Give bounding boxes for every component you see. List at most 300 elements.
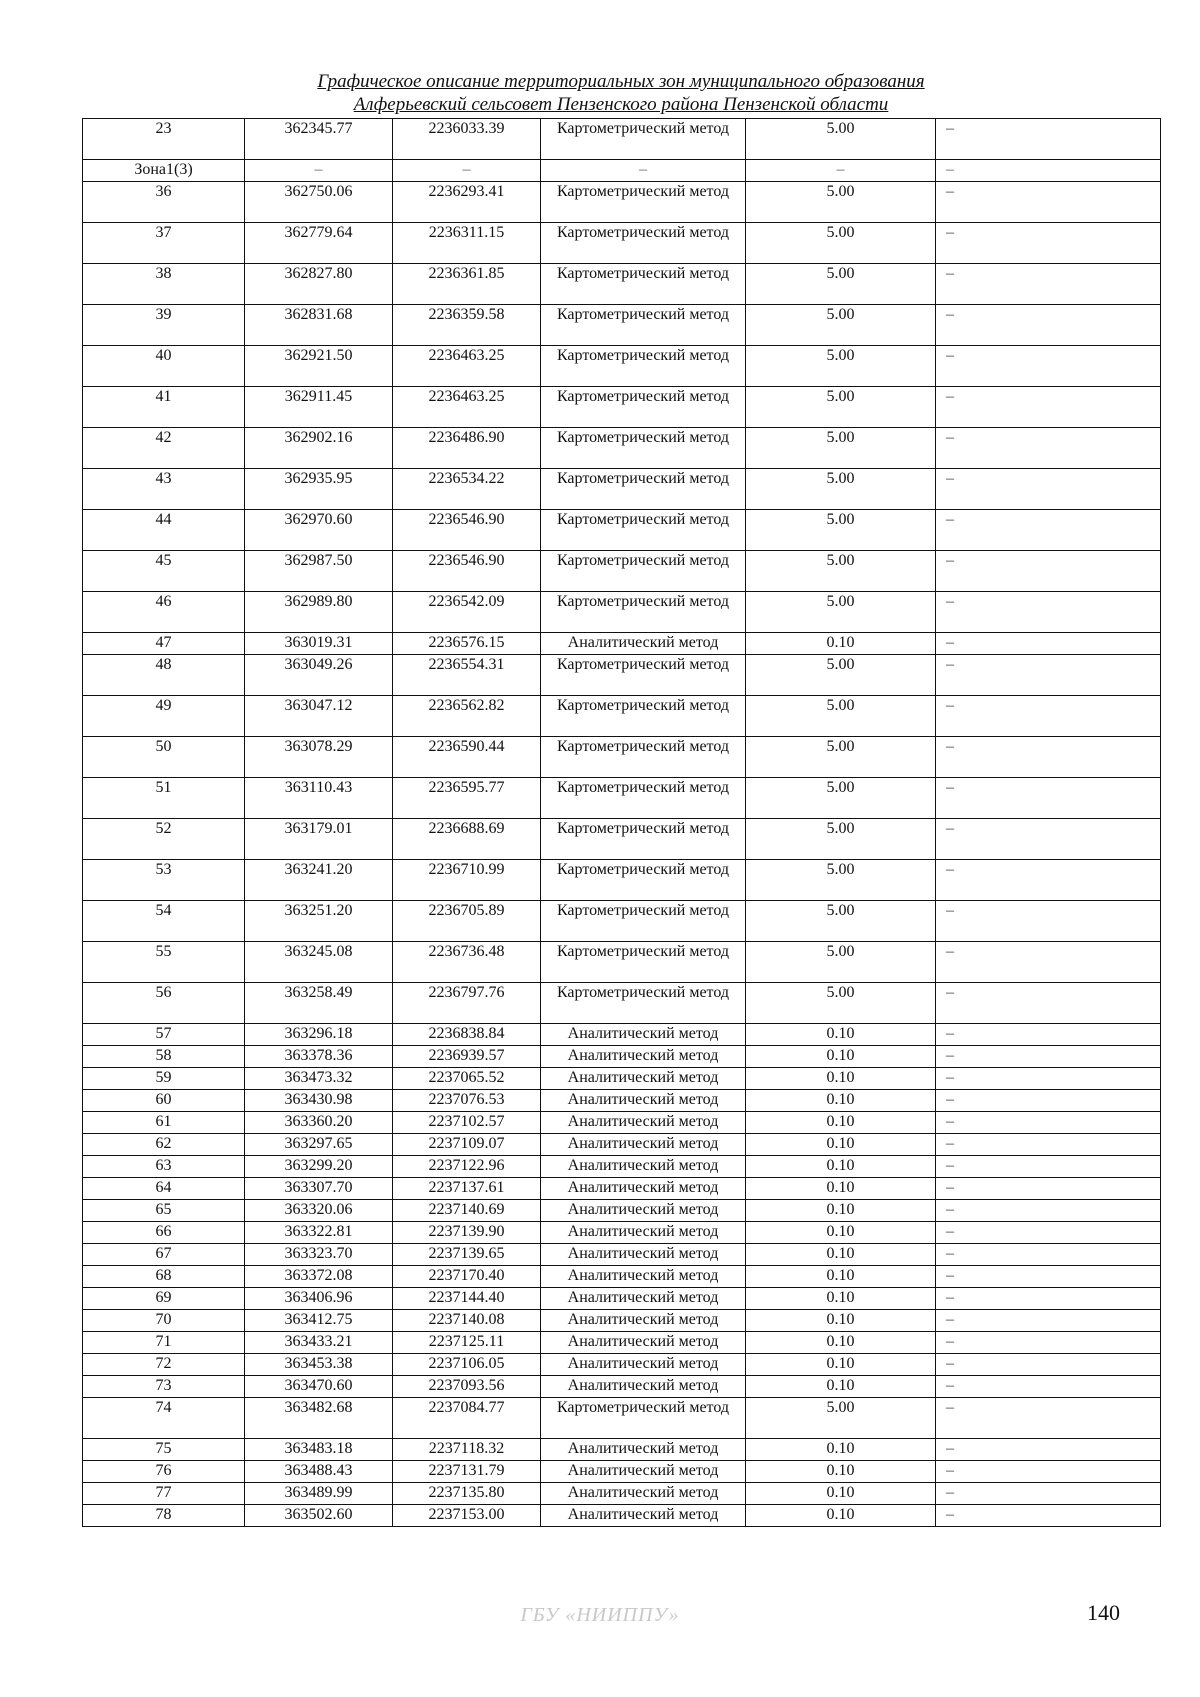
accuracy-cell: 0.10 xyxy=(746,1222,936,1244)
table-row xyxy=(83,696,1161,737)
note-cell: – xyxy=(936,346,1161,387)
table-row xyxy=(83,1024,1161,1046)
note-cell: – xyxy=(936,1376,1161,1398)
accuracy-cell: 5.00 xyxy=(746,428,936,469)
x-coordinate-cell: 363297.65 xyxy=(245,1134,393,1156)
accuracy-cell: 5.00 xyxy=(746,223,936,264)
note-cell: – xyxy=(936,1134,1161,1156)
y-coordinate-cell: 2236705.89 xyxy=(393,901,541,942)
accuracy-cell: 5.00 xyxy=(746,264,936,305)
y-coordinate-cell: 2236534.22 xyxy=(393,469,541,510)
table-row xyxy=(83,1178,1161,1200)
table-row xyxy=(83,1376,1161,1398)
method-cell: Картометрический метод xyxy=(541,182,746,223)
method-cell: Картометрический метод xyxy=(541,778,746,819)
table-row xyxy=(83,1046,1161,1068)
point-number-cell: 41 xyxy=(83,387,245,428)
y-coordinate-cell: 2236546.90 xyxy=(393,551,541,592)
table-row xyxy=(83,1332,1161,1354)
note-cell: – xyxy=(936,983,1161,1024)
point-number-cell: 71 xyxy=(83,1332,245,1354)
note-cell: – xyxy=(936,1200,1161,1222)
note-cell: – xyxy=(936,737,1161,778)
zone-dash-cell: – xyxy=(746,160,936,182)
x-coordinate-cell: 363453.38 xyxy=(245,1354,393,1376)
note-cell: – xyxy=(936,1310,1161,1332)
x-coordinate-cell: 363296.18 xyxy=(245,1024,393,1046)
method-cell: Картометрический метод xyxy=(541,387,746,428)
accuracy-cell: 0.10 xyxy=(746,1046,936,1068)
point-number-cell: 46 xyxy=(83,592,245,633)
point-number-cell: 69 xyxy=(83,1288,245,1310)
x-coordinate-cell: 363378.36 xyxy=(245,1046,393,1068)
y-coordinate-cell: 2237065.52 xyxy=(393,1068,541,1090)
x-coordinate-cell: 363433.21 xyxy=(245,1332,393,1354)
point-number-cell: 55 xyxy=(83,942,245,983)
point-number-cell: 54 xyxy=(83,901,245,942)
point-number-cell: 47 xyxy=(83,633,245,655)
table-row xyxy=(83,901,1161,942)
accuracy-cell: 5.00 xyxy=(746,551,936,592)
table-row xyxy=(83,1200,1161,1222)
point-number-cell: 40 xyxy=(83,346,245,387)
y-coordinate-cell: 2236797.76 xyxy=(393,983,541,1024)
accuracy-cell: 5.00 xyxy=(746,387,936,428)
point-number-cell: 53 xyxy=(83,860,245,901)
table-row xyxy=(83,737,1161,778)
header-line-1: Графическое описание территориальных зон муниципального образования xyxy=(317,71,925,92)
point-number-cell: 73 xyxy=(83,1376,245,1398)
x-coordinate-cell: 363019.31 xyxy=(245,633,393,655)
method-cell: Картометрический метод xyxy=(541,223,746,264)
accuracy-cell: 0.10 xyxy=(746,1461,936,1483)
table-row xyxy=(83,778,1161,819)
x-coordinate-cell: 363473.32 xyxy=(245,1068,393,1090)
table-row xyxy=(83,428,1161,469)
table-row xyxy=(83,264,1161,305)
x-coordinate-cell: 362779.64 xyxy=(245,223,393,264)
note-cell: – xyxy=(936,592,1161,633)
method-cell: Картометрический метод xyxy=(541,305,746,346)
y-coordinate-cell: 2236710.99 xyxy=(393,860,541,901)
accuracy-cell: 5.00 xyxy=(746,1398,936,1439)
point-number-cell: 50 xyxy=(83,737,245,778)
table-row xyxy=(83,860,1161,901)
note-cell: – xyxy=(936,428,1161,469)
point-number-cell: 49 xyxy=(83,696,245,737)
table-row xyxy=(83,1090,1161,1112)
x-coordinate-cell: 362831.68 xyxy=(245,305,393,346)
zone-dash-cell: – xyxy=(393,160,541,182)
accuracy-cell: 0.10 xyxy=(746,1134,936,1156)
y-coordinate-cell: 2236688.69 xyxy=(393,819,541,860)
accuracy-cell: 0.10 xyxy=(746,1439,936,1461)
accuracy-cell: 5.00 xyxy=(746,860,936,901)
method-cell: Аналитический метод xyxy=(541,1112,746,1134)
table-row xyxy=(83,942,1161,983)
x-coordinate-cell: 363323.70 xyxy=(245,1244,393,1266)
table-row xyxy=(83,223,1161,264)
point-number-cell: 58 xyxy=(83,1046,245,1068)
x-coordinate-cell: 362970.60 xyxy=(245,510,393,551)
x-coordinate-cell: 363430.98 xyxy=(245,1090,393,1112)
point-number-cell: 67 xyxy=(83,1244,245,1266)
note-cell: – xyxy=(936,1439,1161,1461)
method-cell: Аналитический метод xyxy=(541,1222,746,1244)
point-number-cell: 36 xyxy=(83,182,245,223)
table-row xyxy=(83,551,1161,592)
note-cell: – xyxy=(936,1266,1161,1288)
point-number-cell: 56 xyxy=(83,983,245,1024)
table-row xyxy=(83,1222,1161,1244)
point-number-cell: 64 xyxy=(83,1178,245,1200)
footer-organization: ГБУ «НИИППУ» xyxy=(520,1604,680,1626)
accuracy-cell: 5.00 xyxy=(746,469,936,510)
y-coordinate-cell: 2236463.25 xyxy=(393,387,541,428)
table-row xyxy=(83,655,1161,696)
x-coordinate-cell: 363488.43 xyxy=(245,1461,393,1483)
accuracy-cell: 5.00 xyxy=(746,592,936,633)
accuracy-cell: 0.10 xyxy=(746,1244,936,1266)
x-coordinate-cell: 362902.16 xyxy=(245,428,393,469)
note-cell: – xyxy=(936,1461,1161,1483)
method-cell: Картометрический метод xyxy=(541,428,746,469)
y-coordinate-cell: 2236590.44 xyxy=(393,737,541,778)
note-cell: – xyxy=(936,305,1161,346)
accuracy-cell: 0.10 xyxy=(746,1505,936,1527)
x-coordinate-cell: 362750.06 xyxy=(245,182,393,223)
method-cell: Аналитический метод xyxy=(541,1200,746,1222)
x-coordinate-cell: 363360.20 xyxy=(245,1112,393,1134)
note-cell: – xyxy=(936,633,1161,655)
note-cell: – xyxy=(936,1483,1161,1505)
table-row xyxy=(83,1244,1161,1266)
accuracy-cell: 5.00 xyxy=(746,305,936,346)
x-coordinate-cell: 363322.81 xyxy=(245,1222,393,1244)
y-coordinate-cell: 2237140.08 xyxy=(393,1310,541,1332)
coordinates-table-body xyxy=(83,119,1161,1527)
y-coordinate-cell: 2237093.56 xyxy=(393,1376,541,1398)
y-coordinate-cell: 2237118.32 xyxy=(393,1439,541,1461)
table-row xyxy=(83,1068,1161,1090)
y-coordinate-cell: 2237140.69 xyxy=(393,1200,541,1222)
method-cell: Картометрический метод xyxy=(541,346,746,387)
accuracy-cell: 0.10 xyxy=(746,1288,936,1310)
point-number-cell: 45 xyxy=(83,551,245,592)
point-number-cell: 39 xyxy=(83,305,245,346)
x-coordinate-cell: 363078.29 xyxy=(245,737,393,778)
table-row xyxy=(83,1288,1161,1310)
method-cell: Картометрический метод xyxy=(541,983,746,1024)
y-coordinate-cell: 2236542.09 xyxy=(393,592,541,633)
point-number-cell: 66 xyxy=(83,1222,245,1244)
note-cell: – xyxy=(936,1288,1161,1310)
accuracy-cell: 0.10 xyxy=(746,1178,936,1200)
note-cell: – xyxy=(936,119,1161,160)
x-coordinate-cell: 362987.50 xyxy=(245,551,393,592)
y-coordinate-cell: 2237135.80 xyxy=(393,1483,541,1505)
method-cell: Аналитический метод xyxy=(541,1439,746,1461)
point-number-cell: 44 xyxy=(83,510,245,551)
method-cell: Аналитический метод xyxy=(541,1288,746,1310)
accuracy-cell: 0.10 xyxy=(746,1332,936,1354)
point-number-cell: 60 xyxy=(83,1090,245,1112)
note-cell: – xyxy=(936,1090,1161,1112)
table-row xyxy=(83,1439,1161,1461)
method-cell: Аналитический метод xyxy=(541,1134,746,1156)
table-row xyxy=(83,305,1161,346)
method-cell: Аналитический метод xyxy=(541,1046,746,1068)
x-coordinate-cell: 363047.12 xyxy=(245,696,393,737)
x-coordinate-cell: 363372.08 xyxy=(245,1266,393,1288)
y-coordinate-cell: 2237137.61 xyxy=(393,1178,541,1200)
x-coordinate-cell: 363320.06 xyxy=(245,1200,393,1222)
accuracy-cell: 5.00 xyxy=(746,983,936,1024)
note-cell: – xyxy=(936,819,1161,860)
table-row xyxy=(83,346,1161,387)
table-row xyxy=(83,119,1161,160)
point-number-cell: 77 xyxy=(83,1483,245,1505)
zone-dash-cell: – xyxy=(541,160,746,182)
x-coordinate-cell: 363299.20 xyxy=(245,1156,393,1178)
note-cell: – xyxy=(936,1046,1161,1068)
y-coordinate-cell: 2237170.40 xyxy=(393,1266,541,1288)
x-coordinate-cell: 363406.96 xyxy=(245,1288,393,1310)
method-cell: Аналитический метод xyxy=(541,1461,746,1483)
point-number-cell: 59 xyxy=(83,1068,245,1090)
note-cell: – xyxy=(936,1244,1161,1266)
table-row xyxy=(83,1134,1161,1156)
table-row xyxy=(83,387,1161,428)
x-coordinate-cell: 362345.77 xyxy=(245,119,393,160)
accuracy-cell: 5.00 xyxy=(746,655,936,696)
y-coordinate-cell: 2236554.31 xyxy=(393,655,541,696)
accuracy-cell: 5.00 xyxy=(746,942,936,983)
y-coordinate-cell: 2237109.07 xyxy=(393,1134,541,1156)
accuracy-cell: 0.10 xyxy=(746,1354,936,1376)
point-number-cell: 51 xyxy=(83,778,245,819)
y-coordinate-cell: 2236736.48 xyxy=(393,942,541,983)
table-row xyxy=(83,1505,1161,1527)
y-coordinate-cell: 2236546.90 xyxy=(393,510,541,551)
method-cell: Картометрический метод xyxy=(541,942,746,983)
method-cell: Картометрический метод xyxy=(541,655,746,696)
method-cell: Картометрический метод xyxy=(541,264,746,305)
point-number-cell: 76 xyxy=(83,1461,245,1483)
method-cell: Картометрический метод xyxy=(541,860,746,901)
x-coordinate-cell: 363179.01 xyxy=(245,819,393,860)
x-coordinate-cell: 362989.80 xyxy=(245,592,393,633)
y-coordinate-cell: 2236361.85 xyxy=(393,264,541,305)
note-cell: – xyxy=(936,1068,1161,1090)
method-cell: Картометрический метод xyxy=(541,1398,746,1439)
note-cell: – xyxy=(936,264,1161,305)
table-row xyxy=(83,1354,1161,1376)
method-cell: Аналитический метод xyxy=(541,1068,746,1090)
y-coordinate-cell: 2236838.84 xyxy=(393,1024,541,1046)
method-cell: Аналитический метод xyxy=(541,1090,746,1112)
accuracy-cell: 5.00 xyxy=(746,119,936,160)
zone-label-cell: Зона1(3) xyxy=(83,160,245,182)
note-cell: – xyxy=(936,860,1161,901)
point-number-cell: 63 xyxy=(83,1156,245,1178)
point-number-cell: 42 xyxy=(83,428,245,469)
accuracy-cell: 0.10 xyxy=(746,1376,936,1398)
x-coordinate-cell: 363245.08 xyxy=(245,942,393,983)
table-row xyxy=(83,469,1161,510)
x-coordinate-cell: 362935.95 xyxy=(245,469,393,510)
point-number-cell: 37 xyxy=(83,223,245,264)
y-coordinate-cell: 2237125.11 xyxy=(393,1332,541,1354)
point-number-cell: 57 xyxy=(83,1024,245,1046)
point-number-cell: 65 xyxy=(83,1200,245,1222)
table-row xyxy=(83,633,1161,655)
method-cell: Аналитический метод xyxy=(541,1376,746,1398)
y-coordinate-cell: 2236939.57 xyxy=(393,1046,541,1068)
accuracy-cell: 5.00 xyxy=(746,819,936,860)
accuracy-cell: 5.00 xyxy=(746,182,936,223)
accuracy-cell: 0.10 xyxy=(746,1266,936,1288)
point-number-cell: 62 xyxy=(83,1134,245,1156)
method-cell: Картометрический метод xyxy=(541,737,746,778)
table-row xyxy=(83,1112,1161,1134)
method-cell: Аналитический метод xyxy=(541,1266,746,1288)
y-coordinate-cell: 2236293.41 xyxy=(393,182,541,223)
note-cell: – xyxy=(936,1178,1161,1200)
note-cell: – xyxy=(936,510,1161,551)
accuracy-cell: 0.10 xyxy=(746,1156,936,1178)
note-cell: – xyxy=(936,1112,1161,1134)
x-coordinate-cell: 363412.75 xyxy=(245,1310,393,1332)
method-cell: Аналитический метод xyxy=(541,1024,746,1046)
method-cell: Аналитический метод xyxy=(541,1244,746,1266)
method-cell: Аналитический метод xyxy=(541,633,746,655)
table-row xyxy=(83,182,1161,223)
method-cell: Картометрический метод xyxy=(541,119,746,160)
y-coordinate-cell: 2237084.77 xyxy=(393,1398,541,1439)
y-coordinate-cell: 2236486.90 xyxy=(393,428,541,469)
accuracy-cell: 0.10 xyxy=(746,1090,936,1112)
point-number-cell: 75 xyxy=(83,1439,245,1461)
x-coordinate-cell: 363489.99 xyxy=(245,1483,393,1505)
accuracy-cell: 0.10 xyxy=(746,1310,936,1332)
note-cell: – xyxy=(936,1156,1161,1178)
x-coordinate-cell: 363251.20 xyxy=(245,901,393,942)
point-number-cell: 52 xyxy=(83,819,245,860)
y-coordinate-cell: 2237139.90 xyxy=(393,1222,541,1244)
accuracy-cell: 5.00 xyxy=(746,901,936,942)
point-number-cell: 70 xyxy=(83,1310,245,1332)
accuracy-cell: 5.00 xyxy=(746,737,936,778)
note-cell: – xyxy=(936,1332,1161,1354)
point-number-cell: 68 xyxy=(83,1266,245,1288)
method-cell: Аналитический метод xyxy=(541,1505,746,1527)
y-coordinate-cell: 2237076.53 xyxy=(393,1090,541,1112)
point-number-cell: 61 xyxy=(83,1112,245,1134)
y-coordinate-cell: 2236311.15 xyxy=(393,223,541,264)
method-cell: Аналитический метод xyxy=(541,1156,746,1178)
coordinates-table xyxy=(82,118,1161,1527)
x-coordinate-cell: 363110.43 xyxy=(245,778,393,819)
note-cell: – xyxy=(936,387,1161,428)
y-coordinate-cell: 2237131.79 xyxy=(393,1461,541,1483)
method-cell: Аналитический метод xyxy=(541,1310,746,1332)
x-coordinate-cell: 363502.60 xyxy=(245,1505,393,1527)
y-coordinate-cell: 2237102.57 xyxy=(393,1112,541,1134)
x-coordinate-cell: 363258.49 xyxy=(245,983,393,1024)
table-row xyxy=(83,819,1161,860)
method-cell: Картометрический метод xyxy=(541,696,746,737)
note-cell: – xyxy=(936,1024,1161,1046)
accuracy-cell: 5.00 xyxy=(746,510,936,551)
accuracy-cell: 0.10 xyxy=(746,1112,936,1134)
point-number-cell: 74 xyxy=(83,1398,245,1439)
method-cell: Картометрический метод xyxy=(541,469,746,510)
point-number-cell: 48 xyxy=(83,655,245,696)
x-coordinate-cell: 363482.68 xyxy=(245,1398,393,1439)
method-cell: Аналитический метод xyxy=(541,1332,746,1354)
table-row xyxy=(83,1461,1161,1483)
point-number-cell: 38 xyxy=(83,264,245,305)
method-cell: Аналитический метод xyxy=(541,1354,746,1376)
method-cell: Аналитический метод xyxy=(541,1483,746,1505)
x-coordinate-cell: 363049.26 xyxy=(245,655,393,696)
x-coordinate-cell: 363483.18 xyxy=(245,1439,393,1461)
zone-row xyxy=(83,160,1161,182)
header-line-2: Алферьевский сельсовет Пензенского района Пензенской области xyxy=(353,94,889,115)
x-coordinate-cell: 363307.70 xyxy=(245,1178,393,1200)
note-cell: – xyxy=(936,901,1161,942)
table-row xyxy=(83,1156,1161,1178)
y-coordinate-cell: 2237144.40 xyxy=(393,1288,541,1310)
y-coordinate-cell: 2237139.65 xyxy=(393,1244,541,1266)
method-cell: Картометрический метод xyxy=(541,819,746,860)
x-coordinate-cell: 363470.60 xyxy=(245,1376,393,1398)
accuracy-cell: 0.10 xyxy=(746,1068,936,1090)
table-row xyxy=(83,1266,1161,1288)
accuracy-cell: 0.10 xyxy=(746,1200,936,1222)
note-cell: – xyxy=(936,655,1161,696)
table-row xyxy=(83,983,1161,1024)
x-coordinate-cell: 363241.20 xyxy=(245,860,393,901)
note-cell: – xyxy=(936,696,1161,737)
table-row xyxy=(83,592,1161,633)
point-number-cell: 78 xyxy=(83,1505,245,1527)
note-cell: – xyxy=(936,1222,1161,1244)
x-coordinate-cell: 362827.80 xyxy=(245,264,393,305)
note-cell: – xyxy=(936,942,1161,983)
table-row xyxy=(83,1310,1161,1332)
accuracy-cell: 5.00 xyxy=(746,696,936,737)
y-coordinate-cell: 2237153.00 xyxy=(393,1505,541,1527)
method-cell: Картометрический метод xyxy=(541,510,746,551)
accuracy-cell: 0.10 xyxy=(746,1024,936,1046)
note-cell: – xyxy=(936,469,1161,510)
note-cell: – xyxy=(936,1354,1161,1376)
zone-dash-cell: – xyxy=(936,160,1161,182)
accuracy-cell: 0.10 xyxy=(746,633,936,655)
point-number-cell: 72 xyxy=(83,1354,245,1376)
table-row xyxy=(83,1483,1161,1505)
zone-dash-cell: – xyxy=(245,160,393,182)
y-coordinate-cell: 2237122.96 xyxy=(393,1156,541,1178)
note-cell: – xyxy=(936,1505,1161,1527)
x-coordinate-cell: 362921.50 xyxy=(245,346,393,387)
x-coordinate-cell: 362911.45 xyxy=(245,387,393,428)
page-number: 140 xyxy=(1087,1600,1120,1625)
table-row xyxy=(83,1398,1161,1439)
y-coordinate-cell: 2236359.58 xyxy=(393,305,541,346)
